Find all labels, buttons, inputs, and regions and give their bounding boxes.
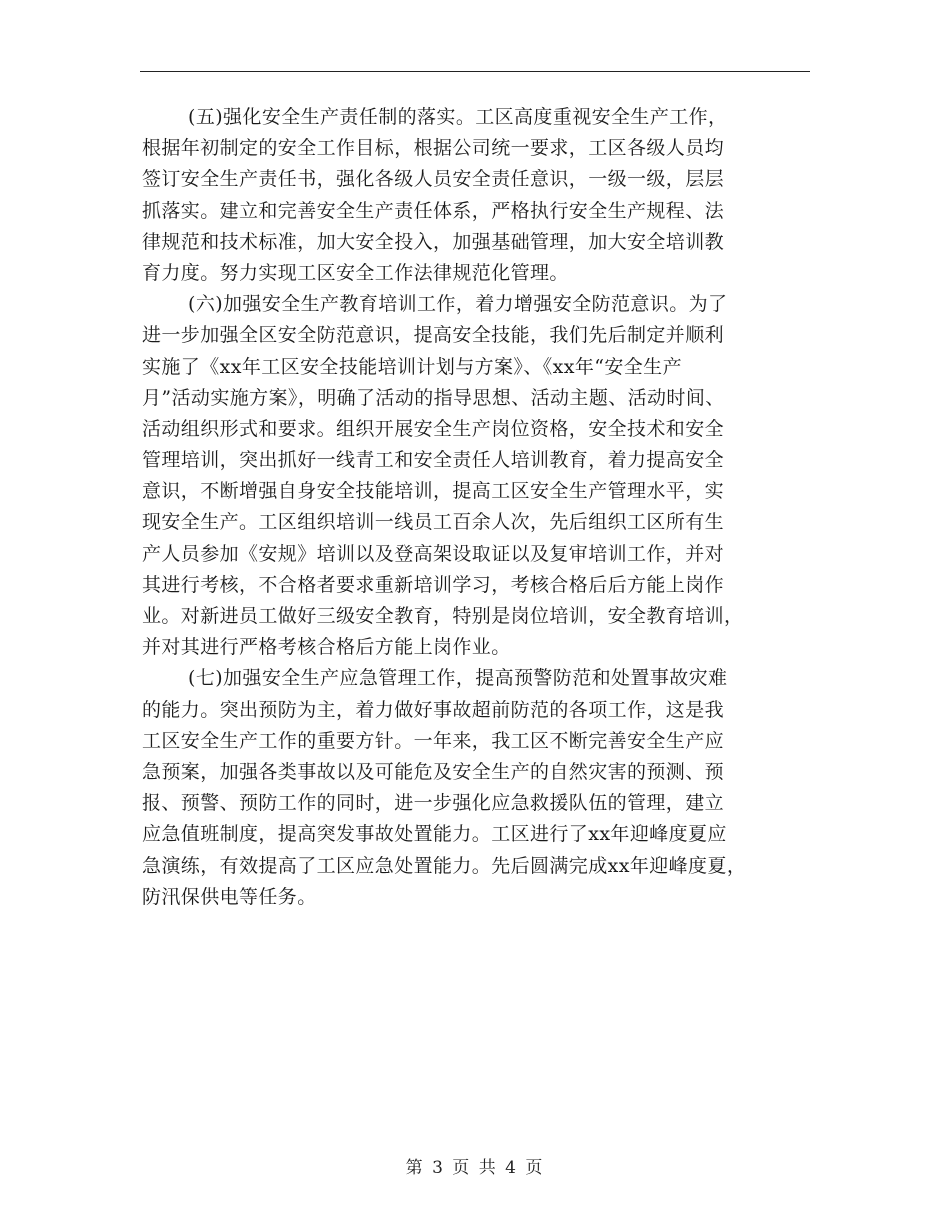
paragraph-7-line: 报、预警、预防工作的同时，进一步强化应急救援队伍的管理，建立: [142, 792, 725, 815]
paragraph-7-line: (七)加强安全生产应急管理工作，提高预警防范和处置事故灾难: [188, 667, 728, 690]
paragraph-6-line: 现安全生产。工区组织培训一线员工百余人次，先后组织工区所有生: [142, 511, 725, 534]
paragraph-6-line: 其进行考核，不合格者要求重新培训学习，考核合格后后方能上岗作: [142, 573, 725, 596]
paragraph-6-line: 产人员参加《安规》培训以及登高架设取证以及复审培训工作，并对: [142, 542, 725, 565]
paragraph-6-line: 实施了《xx年工区安全技能培训计划与方案》、《xx年“安全生产: [142, 355, 682, 378]
paragraph-6-line: 月”活动实施方案》，明确了活动的指导思想、活动主题、活动时间、: [142, 386, 725, 409]
paragraph-6-line: 业。对新进员工做好三级安全教育，特别是岗位培训，安全教育培训，: [142, 605, 744, 627]
paragraph-7-line: 的能力。突出预防为主，着力做好事故超前防范的各项工作，这是我: [142, 698, 725, 721]
paragraph-6-line: 意识，不断增强自身安全技能培训，提高工区安全生产管理水平，实: [142, 480, 725, 503]
paragraph-5-line: 律规范和技术标准，加大安全投入，加强基础管理，加大安全培训教: [142, 230, 725, 253]
paragraph-5-line: 签订安全生产责任书，强化各级人员安全责任意识，一级一级，层层: [142, 168, 725, 191]
page-number-footer: 第 3 页 共 4 页: [405, 1158, 545, 1178]
paragraph-7-line: 防汛保供电等任务。: [142, 885, 317, 908]
paragraph-5-line: 根据年初制定的安全工作目标，根据公司统一要求，工区各级人员均: [142, 137, 725, 160]
paragraph-7-line: 工区安全生产工作的重要方针。一年来，我工区不断完善安全生产应: [142, 729, 725, 752]
header-rule: [140, 71, 810, 72]
paragraph-6-line: 活动组织形式和要求。组织开展安全生产岗位资格，安全技术和安全: [142, 417, 725, 440]
paragraph-7-line: 急预案，加强各类事故以及可能危及安全生产的自然灾害的预测、预: [142, 760, 725, 783]
paragraph-6-line: 管理培训，突出抓好一线青工和安全责任人培训教育，着力提高安全: [142, 449, 725, 472]
paragraph-7-line: 急演练，有效提高了工区应急处置能力。先后圆满完成xx年迎峰度夏，: [142, 854, 747, 877]
paragraph-6-line: 进一步加强全区安全防范意识，提高安全技能，我们先后制定并顺利: [142, 324, 725, 347]
paragraph-5-line: 抓落实。建立和完善安全生产责任体系，严格执行安全生产规程、法: [142, 199, 725, 222]
paragraph-5-line: (五)强化安全生产责任制的落实。工区高度重视安全生产工作，: [188, 106, 728, 128]
paragraph-6-line: (六)加强安全生产教育培训工作，着力增强安全防范意识。为了: [188, 293, 728, 316]
document-body: [142, 102, 822, 913]
paragraph-5-line: 育力度。努力实现工区安全工作法律规范化管理。: [142, 261, 569, 284]
paragraph-7-line: 应急值班制度，提高突发事故处置能力。工区进行了xx年迎峰度夏应: [142, 823, 727, 846]
paragraph-6-line: 并对其进行严格考核合格后方能上岗作业。: [142, 636, 511, 659]
